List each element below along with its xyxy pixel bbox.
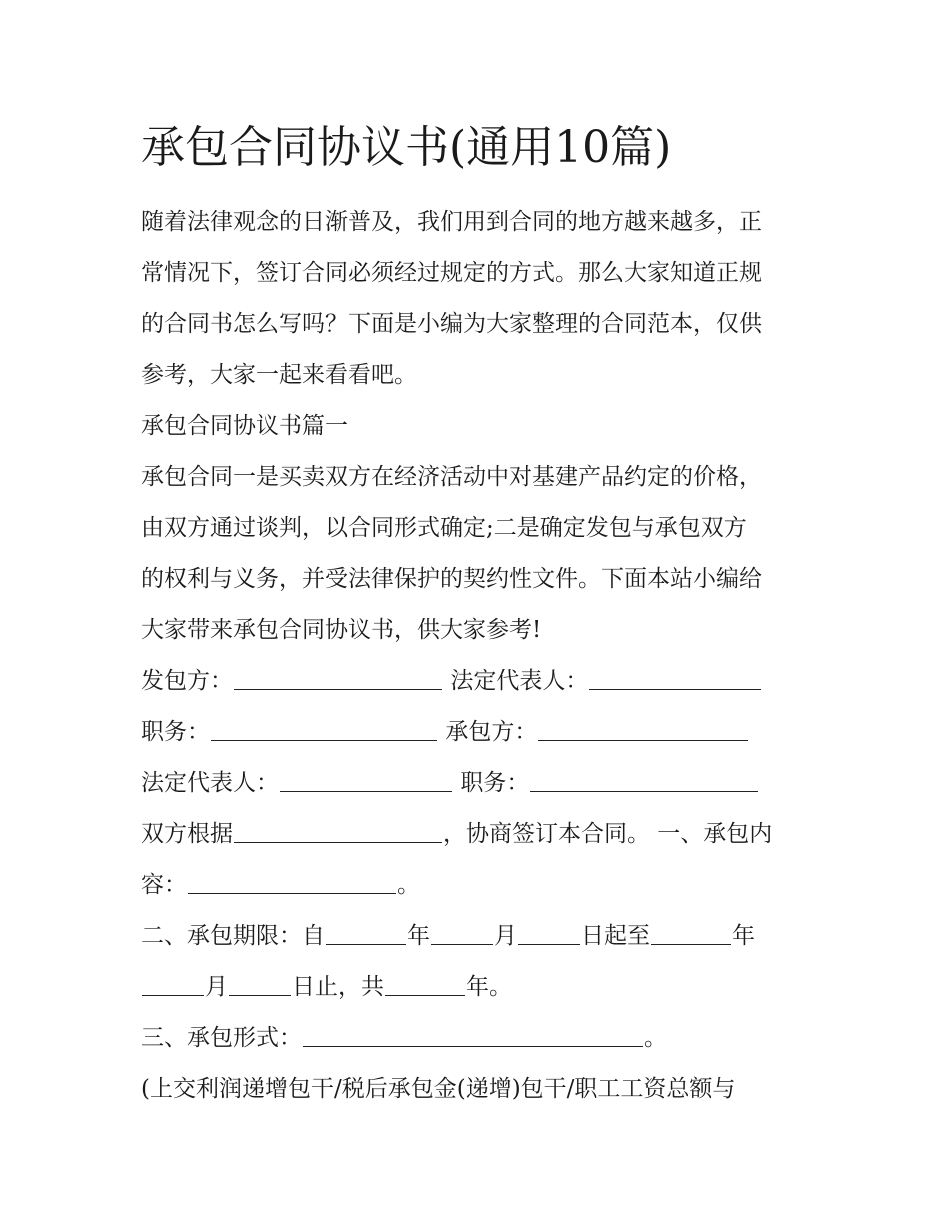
month-label: 月 <box>494 923 517 949</box>
start-year-blank[interactable] <box>326 924 406 945</box>
position-label: 职务： <box>141 719 210 745</box>
position-blank[interactable] <box>211 720 437 741</box>
section-heading: 承包合同协议书篇一 <box>141 413 348 439</box>
form-type-blank[interactable] <box>303 1026 643 1047</box>
year-label: 年 <box>407 923 430 949</box>
start-day-blank[interactable] <box>518 924 580 945</box>
content-end: 。 <box>397 872 420 898</box>
party-a-blank[interactable] <box>234 669 442 690</box>
party-b-blank[interactable] <box>538 720 748 741</box>
legal-rep-blank[interactable] <box>589 669 761 690</box>
paragraph-line: (上交利润递增包干/税后承包金(递增)包干/职工工资总额与 <box>141 1076 736 1102</box>
form-line-content <box>141 860 821 911</box>
basis-prefix: 双方根据 <box>141 821 233 847</box>
position-label: 职务： <box>460 770 530 796</box>
legal-rep-label: 法定代表人： <box>141 770 279 796</box>
paragraph-line: 的合同书怎么写吗？下面是小编为大家整理的合同范本，仅供 <box>141 311 762 337</box>
paragraph-line: 参考，大家一起来看看吧。 <box>141 362 417 388</box>
basis-blank[interactable] <box>234 822 442 843</box>
paragraph-line: 常情况下，签订合同必须经过规定的方式。那么大家知道正规 <box>141 260 762 286</box>
form-line-position <box>141 707 821 758</box>
form-line-rep <box>141 758 821 809</box>
paragraph-line: 大家带来承包合同协议书，供大家参考! <box>141 617 542 643</box>
total-years-blank[interactable] <box>385 975 465 996</box>
document-body <box>141 197 821 1115</box>
end-month-blank[interactable] <box>142 975 204 996</box>
legal-rep-label: 法定代表人： <box>450 668 589 694</box>
content-label: 容： <box>141 872 187 898</box>
form-line-period <box>141 911 821 962</box>
end-year-blank[interactable] <box>651 924 731 945</box>
form-label: 三、承包形式： <box>141 1025 302 1051</box>
year-end-label: 年。 <box>466 974 512 1000</box>
start-month-blank[interactable] <box>431 924 493 945</box>
party-b-label: 承包方： <box>445 719 538 745</box>
form-line-basis <box>141 809 821 860</box>
party-a-label: 发包方： <box>141 668 233 694</box>
paragraph-line: 的权利与义务，并受法律保护的契约性文件。下面本站小编给 <box>141 566 762 592</box>
paragraph-line: 承包合同一是买卖双方在经济活动中对基建产品约定的价格， <box>141 464 762 490</box>
document-title: 承包合同协议书(通用10篇) <box>141 122 672 173</box>
basis-suffix: ，协商签订本合同。 一、承包内 <box>443 821 773 847</box>
paragraph-line: 随着法律观念的日渐普及，我们用到合同的地方越来越多，正 <box>141 209 762 235</box>
month-label: 月 <box>205 974 228 1000</box>
form-line-type <box>141 1013 821 1064</box>
position-blank-b[interactable] <box>530 771 758 792</box>
legal-rep-blank-b[interactable] <box>280 771 452 792</box>
end-day-blank[interactable] <box>229 975 291 996</box>
content-blank[interactable] <box>188 873 396 894</box>
period-start-label: 二、承包期限：自 <box>141 923 325 949</box>
form-line-party-a <box>141 656 821 707</box>
paragraph-line: 由双方通过谈判，以合同形式确定;二是确定发包与承包双方 <box>141 515 747 541</box>
form-end: 。 <box>644 1025 667 1051</box>
day-from-label: 日起至 <box>581 923 650 949</box>
year-label: 年 <box>732 923 755 949</box>
form-line-period-end <box>141 962 821 1013</box>
day-until-label: 日止，共 <box>292 974 384 1000</box>
